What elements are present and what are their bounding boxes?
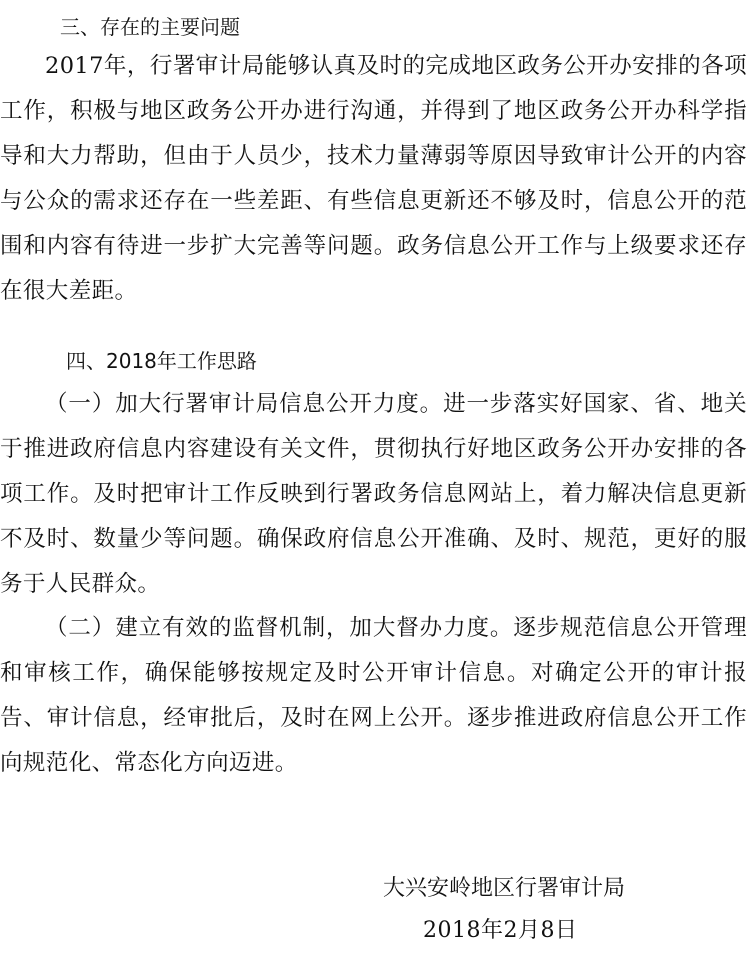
plan-item-2-paragraph: （二）建立有效的监督机制，加大督办力度。逐步规范信息公开管理和审核工作，确保能够按规定及时公开审计信息。对确定公开的审计报告、审计信息，经审批后，及时在网上公开。逐步推进政府信息公开工作向规范化、常态化方向迈进。 [0, 615, 747, 776]
section-heading-2018-plan: 四、2018年工作思路 [66, 349, 257, 373]
plan-item-1-paragraph: （一）加大行署审计局信息公开力度。进一步落实好国家、省、地关于推进政府信息内容建设有关文件，贯彻执行好地区政务公开办安排的各项工作。及时把审计工作反映到行署政务信息网站上，着力解决信息更新不及时、数量少等问题。确保政府信息公开准确、及时、规范，更好的服务于人民群众。 [0, 391, 747, 597]
signature-date: 2018年2月8日 [423, 918, 578, 943]
signature-organization: 大兴安岭地区行署审计局 [383, 876, 626, 901]
problems-paragraph: 2017年，行署审计局能够认真及时的完成地区政务公开办安排的各项工作，积极与地区政务公开办进行沟通，并得到了地区政务公开办科学指导和大力帮助，但由于人员少，技术力量薄弱等原因导致审计公开的内容与公众的需求还存在一些差距、有些信息更新还不够及时，信息公开的范围和内容有待进一步扩大完善等问题。政务信息公开工作与上级要求还存在很大差距。 [0, 53, 747, 304]
section-heading-problems: 三、存在的主要问题 [60, 15, 240, 39]
